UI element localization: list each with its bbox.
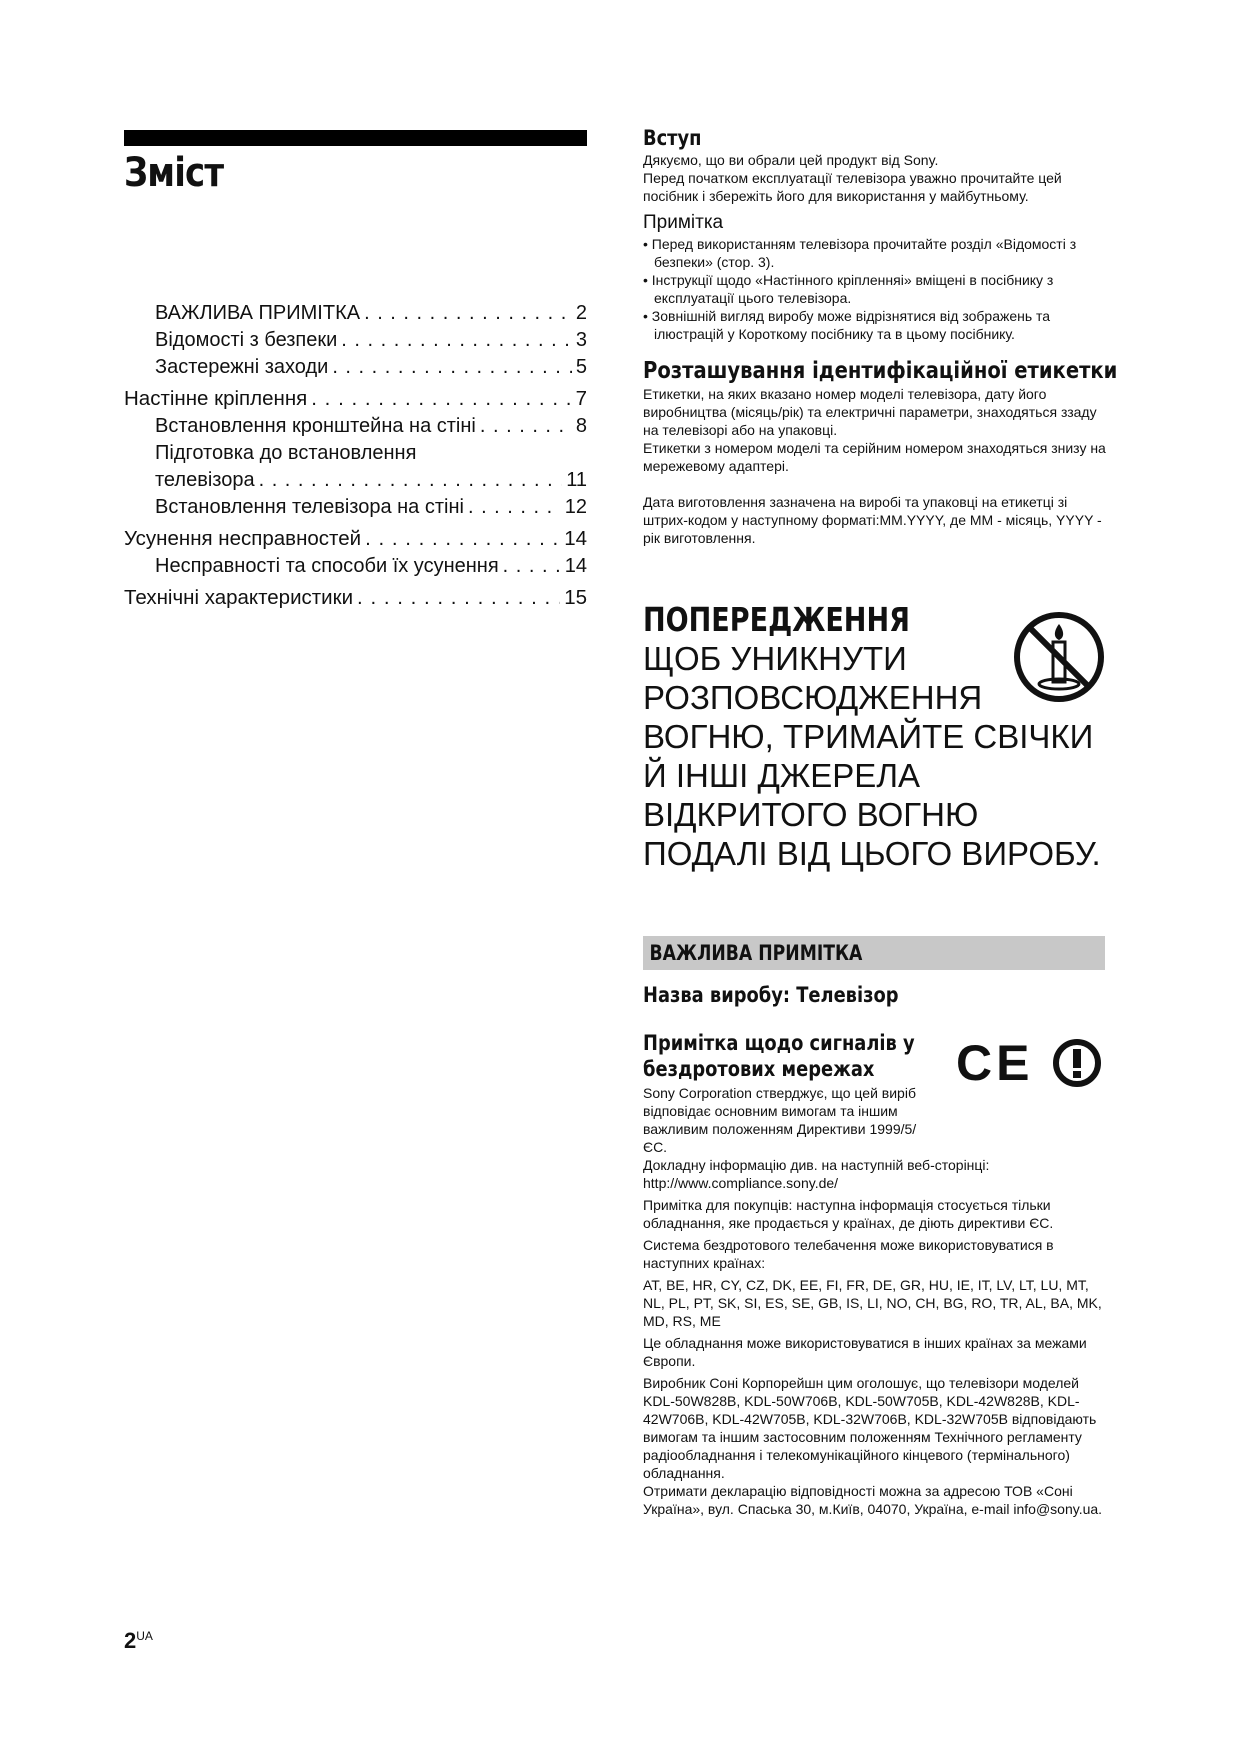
body-text: Отримати декларацію відповідності можна за адресою ТОВ «Соні Україна», вул. Спаська 30, м.Київ, 04070, Україна, e-mail info@sony.ua. xyxy=(643,1483,1103,1517)
product-name: Назва виробу: Телевізор xyxy=(643,983,899,1007)
label-text: Етикетки, на яких вказано номер моделі телевізора, дату його виробництва (місяць/рік) та електричні параметри, знаходяться ззаду на телевізорі або на упаковці. xyxy=(643,386,1097,438)
toc-entry[interactable] xyxy=(124,494,587,521)
toc-entry-label: Встановлення кронштейна на стіні xyxy=(155,415,476,437)
note-item: • Інструкції щодо «Настінного кріпленняі» вміщені в посібнику з експлуатації цього телевізора. xyxy=(643,271,1108,307)
intro-text: Дякуємо, що ви обрали цей продукт від Sony. xyxy=(643,152,939,168)
label-text: Дата виготовлення зазначена на виробі та упаковці на етикетці зі штрих-кодом у наступному форматі:MM.YYYY, де MM - місяць, YYYY - рік виготовлення. xyxy=(643,494,1102,546)
toc-entry[interactable] xyxy=(124,467,587,494)
toc-entry-label: телевізора xyxy=(155,469,255,491)
toc-entry-label: Настінне кріплення xyxy=(124,387,308,410)
toc-entry[interactable] xyxy=(124,300,587,327)
toc-entry-label: Усунення несправностей xyxy=(124,527,362,550)
warning-line: РОЗПОВСЮДЖЕННЯ xyxy=(643,679,983,716)
toc-leader-dots xyxy=(480,413,572,440)
note-heading: Примітка xyxy=(643,212,724,233)
warning-line: ВОГНЮ, ТРИМАЙТЕ СВІЧКИ xyxy=(643,718,1094,755)
body-text: Виробник Соні Корпорейшн цим оголошує, що телевізори моделей KDL-50W828B, KDL-50W706B, KDL-50W705B, KDL-42W828B, KDL-42W706B, KDL-42W705B, KDL-32W706B, KDL-32W705B відповідають вимогам та іншим застосовним положенням Технічного регламенту радіообладнання і телекомунікаційного кінцевого (термінального) обладнання. xyxy=(643,1375,1097,1481)
label-text: Етикетки з номером моделі та серійним номером знаходяться знизу на мережевому адаптері. xyxy=(643,440,1106,474)
ce-mark-icon: CE xyxy=(956,1035,1034,1091)
compliance-link[interactable]: http://www.compliance.sony.de/ xyxy=(643,1175,839,1191)
body-text: Примітка для покупців: наступна інформація стосується тільки обладнання, яке продається у країнах, де діють директиви ЄС. xyxy=(643,1197,1054,1231)
table-of-contents xyxy=(124,300,587,612)
warning-line: ПОДАЛІ ВІД ЦЬОГО ВИРОБУ. xyxy=(643,835,1101,872)
alert-circle-icon xyxy=(1052,1038,1102,1088)
toc-entry[interactable] xyxy=(124,413,587,440)
toc-entry-page: 8 xyxy=(575,415,587,437)
toc-entry[interactable] xyxy=(124,440,587,467)
toc-entry[interactable] xyxy=(124,553,587,580)
toc-entry-page: 5 xyxy=(575,356,587,378)
title-bar xyxy=(124,130,587,146)
page-number-value: 2 xyxy=(124,1628,137,1653)
body-text: Докладну інформацію див. на наступній веб-сторінці: xyxy=(643,1157,990,1173)
toc-entry-label: Відомості з безпеки xyxy=(155,329,338,351)
page-title: Зміст xyxy=(124,150,224,196)
warning-line: ЩОБ УНИКНУТИ xyxy=(643,640,907,677)
toc-leader-dots xyxy=(365,525,560,553)
intro-section xyxy=(643,125,1118,551)
toc-entry-label: Застережні заходи xyxy=(155,356,329,378)
toc-entry[interactable] xyxy=(124,525,587,553)
toc-entry[interactable] xyxy=(124,327,587,354)
country-list: AT, BE, HR, CY, CZ, DK, EE, FI, FR, DE, GR, HU, IE, IT, LV, LT, LU, MT, NL, PL, PT, SK, SI, ES, SE, GB, IS, LI, NO, CH, BG, RO, TR, AL, BA, MK, MD, RS, ME xyxy=(643,1277,1102,1329)
toc-entry-label: Підготовка до встановлення xyxy=(155,442,417,464)
body-text: Sony Corporation стверджує, що цей виріб відповідає основним вимогам та іншим важливим положенням Директиви 1999/5/ЄС. xyxy=(643,1085,917,1155)
toc-entry-page: 3 xyxy=(575,329,587,351)
intro-heading: Вступ xyxy=(643,126,702,150)
wireless-heading: Примітка щодо сигналів у xyxy=(643,1031,915,1055)
toc-entry-page: 2 xyxy=(575,302,587,324)
toc-entry-label: Несправності та способи їх усунення xyxy=(155,555,499,577)
important-section xyxy=(643,982,1108,1522)
toc-entry[interactable] xyxy=(124,584,587,612)
intro-text: Перед початком експлуатації телевізора уважно прочитайте цей посібник і збережіть його для використання у майбутньому. xyxy=(643,170,1062,204)
toc-entry-label: Встановлення телевізора на стіні xyxy=(155,496,464,518)
toc-entry-page: 7 xyxy=(575,387,587,410)
important-notice-bar xyxy=(643,936,1105,970)
toc-entry-page: 12 xyxy=(564,496,587,518)
toc-entry-page: 15 xyxy=(564,586,587,609)
note-list xyxy=(643,235,1108,343)
toc-leader-dots xyxy=(341,327,572,354)
toc-leader-dots xyxy=(468,494,561,521)
toc-leader-dots xyxy=(311,385,571,413)
language-code: UA xyxy=(136,1629,153,1643)
label-heading: Розташування ідентифікаційної етикетки xyxy=(643,358,1118,384)
important-notice-heading: ВАЖЛИВА ПРИМІТКА xyxy=(649,941,863,965)
toc-leader-dots xyxy=(332,354,572,381)
note-item: • Зовнішній вигляд виробу може відрізнятися від зображень та ілюстрацій у Короткому посібнику та в цьому посібнику. xyxy=(643,307,1108,343)
no-candle-icon xyxy=(1012,610,1106,704)
toc-leader-dots xyxy=(503,553,561,580)
toc-entry-label: Технічні характеристики xyxy=(124,586,354,609)
toc-leader-dots xyxy=(364,300,572,327)
warning-heading: ПОПЕРЕДЖЕННЯ xyxy=(643,600,910,639)
toc-entry-page: 14 xyxy=(564,555,587,577)
toc-leader-dots xyxy=(259,467,563,494)
toc-entry-label: ВАЖЛИВА ПРИМІТКА xyxy=(155,302,361,324)
note-item: • Перед використанням телевізора прочитайте розділ «Відомості з безпеки» (стор. 3). xyxy=(643,235,1108,271)
body-text: Система бездротового телебачення може використовуватися в наступних країнах: xyxy=(643,1237,1054,1271)
toc-leader-dots xyxy=(357,584,560,612)
body-text: Це обладнання може використовуватися в інших країнах за межами Європи. xyxy=(643,1335,1087,1369)
toc-entry-page: 14 xyxy=(564,527,587,550)
toc-entry[interactable] xyxy=(124,354,587,381)
toc-entry-page: 11 xyxy=(566,469,587,491)
page-number xyxy=(124,1628,153,1654)
toc-entry[interactable] xyxy=(124,385,587,413)
warning-line: ВІДКРИТОГО ВОГНЮ xyxy=(643,796,979,833)
wireless-heading: бездротових мережах xyxy=(643,1057,875,1081)
warning-line: Й ІНШІ ДЖЕРЕЛА xyxy=(643,757,920,794)
